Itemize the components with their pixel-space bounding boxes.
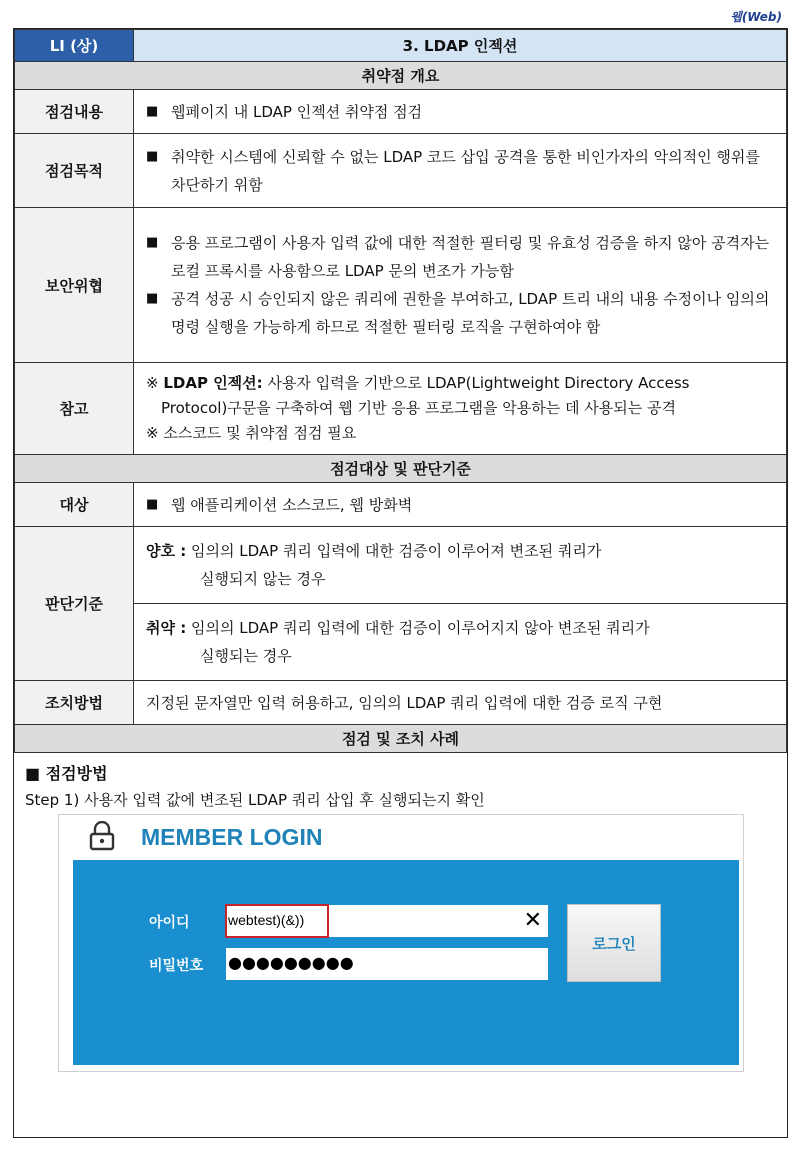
- action-text: 지정된 문자열만 입력 허용하고, 임의의 LDAP 쿼리 입력에 대한 검증 로직 구현: [134, 681, 787, 725]
- bullet-square-icon: ■: [25, 764, 41, 783]
- target-label: 대상: [15, 483, 134, 527]
- judgment-bad: [134, 603, 786, 680]
- section-cases: 점검 및 조치 사례: [15, 725, 787, 753]
- threat-item-2: 공격 성공 시 승인되지 않은 쿼리에 권한을 부여하고, LDAP 트리 내의 내용 수정이나 임의의 명령 실행을 가능하게 하므로 적절한 필터링 로직을 구현하여야 함: [171, 290, 770, 336]
- reference-line-3: ※ 소스코드 및 취약점 점검 필요: [146, 424, 357, 442]
- check-purpose-text: 취약한 시스템에 신뢰할 수 없는 LDAP 코드 삽입 공격을 통한 비인가자의 악의적인 행위를 차단하기 위함: [171, 147, 760, 194]
- example-title: [25, 761, 775, 787]
- bullet-square-icon: ■: [146, 148, 159, 164]
- threat-cell: [134, 208, 787, 363]
- judgment-bad-label: 취약 :: [146, 619, 187, 637]
- lock-icon: [89, 821, 115, 851]
- member-login-title: MEMBER LOGIN: [141, 824, 323, 850]
- judgment-good: [134, 527, 786, 603]
- id-input-value: webtest)(&)): [228, 912, 305, 928]
- item-title: 3. LDAP 인젝션: [134, 30, 787, 62]
- injection-highlight-box: [225, 904, 329, 938]
- id-label: 아이디: [149, 915, 190, 931]
- action-label: 조치방법: [15, 681, 134, 725]
- threat-label: 보안위협: [15, 208, 134, 363]
- reference-label: 참고: [15, 363, 134, 455]
- reference-term: LDAP 인젝션:: [163, 374, 263, 392]
- check-content-cell: [134, 90, 787, 134]
- judgment-cell: [134, 527, 787, 681]
- example-area: [14, 753, 787, 813]
- document-frame: [13, 28, 788, 1138]
- bullet-square-icon: ■: [146, 235, 159, 250]
- reference-cell: [134, 363, 787, 455]
- bullet-square-icon: ■: [146, 103, 159, 119]
- password-input[interactable]: [226, 948, 548, 980]
- reference-mark: ※: [146, 374, 159, 392]
- risk-level: LI (상): [15, 30, 134, 62]
- web-category-tag: 웹(Web): [730, 10, 782, 24]
- vulnerability-table: [14, 29, 787, 753]
- judgment-bad-line-2: 실행되는 경우: [200, 647, 292, 665]
- judgment-good-line-2: 실행되지 않는 경우: [200, 570, 326, 588]
- password-mask: ●●●●●●●●●: [228, 953, 354, 972]
- target-cell: [134, 483, 787, 527]
- id-input[interactable]: [226, 905, 548, 937]
- login-screenshot: [58, 814, 744, 1072]
- login-panel: [73, 860, 739, 1065]
- threat-item-1: 응용 프로그램이 사용자 입력 값에 대한 적절한 필터링 및 유효성 검증을 하지 않아 공격자는 로컬 프록시를 사용함으로 LDAP 문의 변조가 가능함: [171, 234, 770, 280]
- check-purpose-label: 점검목적: [15, 134, 134, 208]
- judgment-good-line-1: 임의의 LDAP 쿼리 입력에 대한 검증이 이루어져 변조된 쿼리가: [190, 542, 602, 560]
- section-overview: 취약점 개요: [15, 62, 787, 90]
- reference-line-1: 사용자 입력을 기반으로 LDAP(Lightweight Directory Access: [267, 374, 690, 392]
- check-content-label: 점검내용: [15, 90, 134, 134]
- reference-line-2: Protocol)구문을 구축하여 웹 기반 응용 프로그램을 악용하는 데 사용되는 공격: [161, 399, 676, 417]
- judgment-bad-line-1: 임의의 LDAP 쿼리 입력에 대한 검증이 이루어지지 않아 변조된 쿼리가: [190, 619, 650, 637]
- check-content-text: 웹페이지 내 LDAP 인젝션 취약점 점검: [171, 102, 423, 121]
- login-button[interactable]: 로그인: [567, 904, 661, 982]
- login-header: [59, 815, 743, 859]
- judgment-good-label: 양호 :: [146, 542, 187, 560]
- example-title-text: 점검방법: [45, 764, 108, 783]
- clear-input-icon[interactable]: ✕: [523, 908, 542, 933]
- section-criteria: 점검대상 및 판단기준: [15, 455, 787, 483]
- bullet-square-icon: ■: [146, 496, 159, 512]
- example-step-1: Step 1) 사용자 입력 값에 변조된 LDAP 쿼리 삽입 후 실행되는지 확인: [25, 791, 485, 809]
- check-purpose-cell: [134, 134, 787, 208]
- password-label: 비밀번호: [149, 958, 204, 974]
- judgment-label: 판단기준: [15, 527, 134, 681]
- target-text: 웹 애플리케이션 소스코드, 웹 방화벽: [171, 495, 413, 514]
- bullet-square-icon: ■: [146, 291, 159, 306]
